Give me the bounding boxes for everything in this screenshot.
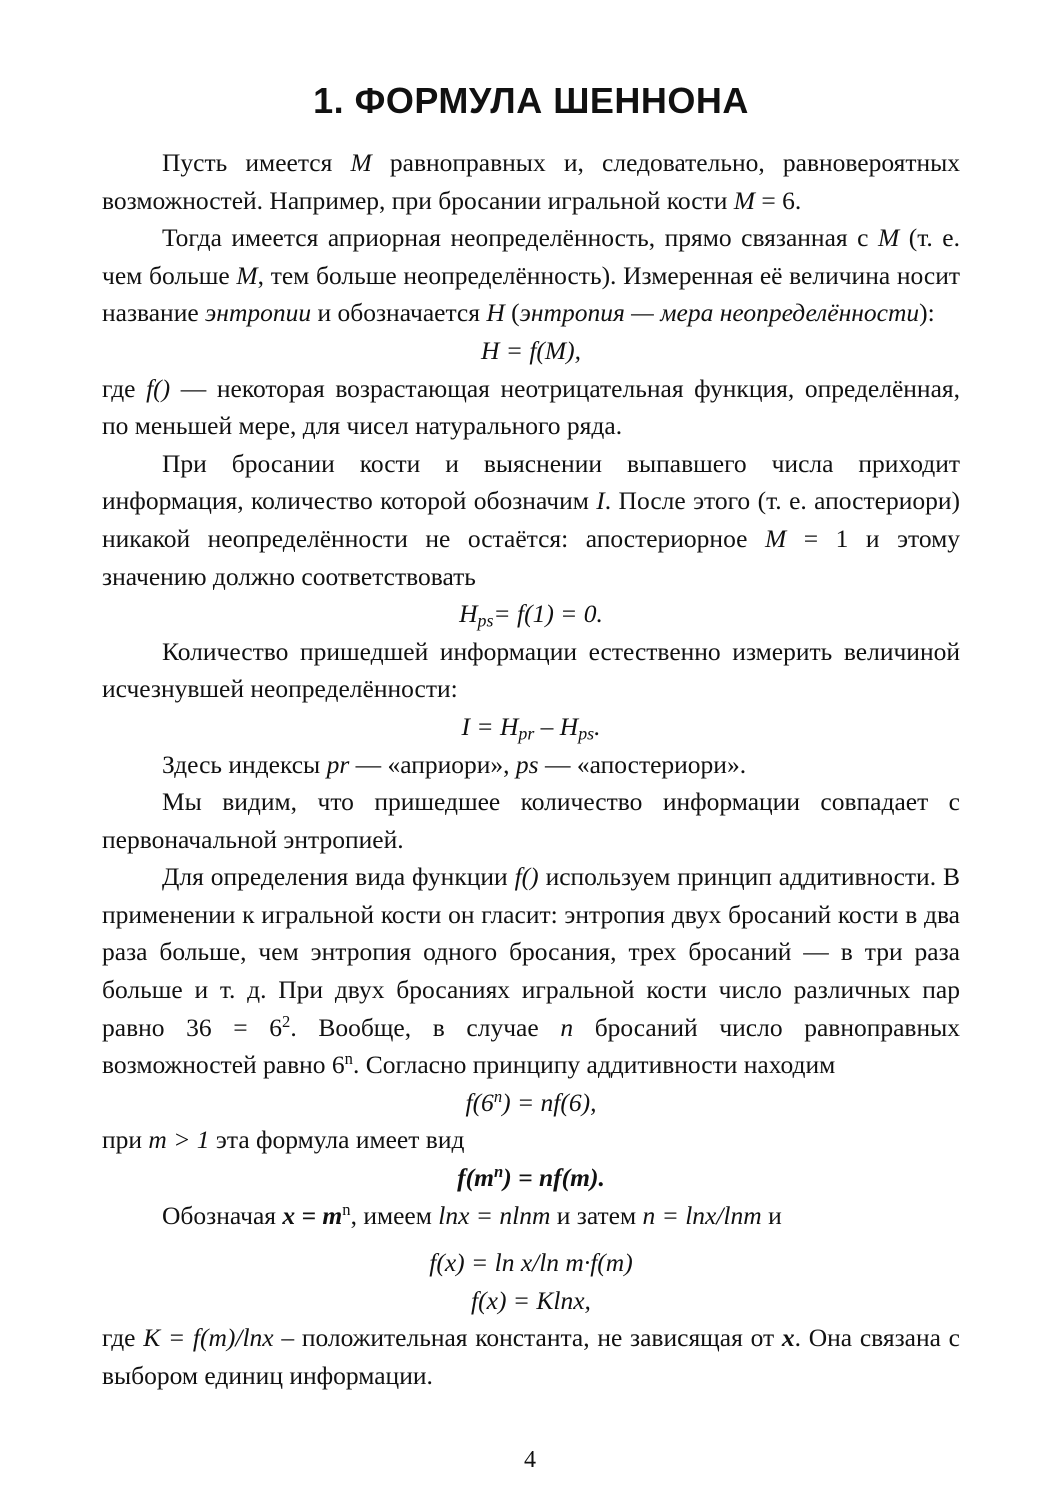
eq-text: – H bbox=[534, 711, 579, 741]
equation-1: H = f(M), bbox=[480, 335, 582, 365]
expr: n = lnx/lnm bbox=[642, 1200, 762, 1230]
paragraph-4 bbox=[102, 445, 960, 595]
text: ): bbox=[919, 298, 935, 328]
var-n: n bbox=[560, 1012, 574, 1042]
page-number: 4 bbox=[524, 1447, 536, 1473]
equation-5 bbox=[102, 1159, 960, 1197]
equation-4 bbox=[102, 1084, 960, 1122]
page-body bbox=[102, 78, 960, 1395]
text: где bbox=[102, 1323, 144, 1353]
superscript: n bbox=[342, 1199, 351, 1219]
term-definition: энтропия — мера неопределённости bbox=[519, 298, 920, 328]
paragraph-1 bbox=[102, 144, 960, 219]
text: Для определения вида функции bbox=[162, 862, 515, 892]
text: ( bbox=[504, 298, 520, 328]
text: (т. е. чем больше bbox=[102, 223, 960, 290]
superscript: n bbox=[344, 1049, 353, 1069]
text: . Согласно принципу аддитивности находим bbox=[352, 1050, 836, 1080]
subscript: ps bbox=[578, 723, 595, 744]
expr: x = m bbox=[282, 1200, 343, 1230]
text: При бросании кости и выяснении выпавшего числа приходит информация, количество которой обозначим bbox=[102, 448, 960, 516]
paragraph-7: Мы видим, что пришедшее количество информации совпадает с первоначальной энтропией. bbox=[102, 787, 960, 854]
eq-text: f(m bbox=[457, 1163, 494, 1193]
var-x: x bbox=[781, 1323, 795, 1353]
equation-2 bbox=[102, 595, 960, 633]
paragraph-3 bbox=[102, 370, 960, 445]
text: — «априори», bbox=[349, 749, 516, 779]
equation-6: f(x) = ln x/ln m·f(m) bbox=[429, 1248, 633, 1278]
var-H: H bbox=[486, 298, 505, 328]
index-ps: ps bbox=[515, 749, 539, 779]
text: где bbox=[102, 373, 147, 403]
text: и обозначается bbox=[311, 298, 487, 328]
paragraph-6 bbox=[102, 746, 960, 784]
text: и затем bbox=[550, 1200, 643, 1230]
text: . После этого (т. е. апостериори) никакой неопределённости не остаётся: апостериорное bbox=[102, 486, 960, 553]
func-f: f() bbox=[514, 862, 539, 892]
expr: K = f(m)/lnx bbox=[143, 1323, 274, 1353]
paragraph-11 bbox=[102, 1319, 960, 1394]
text: . Вообще, в случае bbox=[290, 1012, 561, 1042]
text: Обозначая bbox=[162, 1200, 283, 1230]
eq-text: H bbox=[459, 599, 478, 629]
paragraph-10 bbox=[102, 1197, 960, 1235]
text: и bbox=[761, 1200, 782, 1230]
text: при bbox=[102, 1125, 149, 1155]
eq-text: I = H bbox=[461, 711, 519, 741]
text: эта формула имеет вид bbox=[209, 1125, 465, 1155]
expr: lnx = nlnm bbox=[438, 1200, 551, 1230]
text: Здесь индексы bbox=[162, 749, 327, 779]
text: равноправных и, следовательно, равновероятных возможностей. Например, при бросании игральной кости bbox=[102, 148, 961, 215]
text: – положительная константа, не зависящая от bbox=[273, 1323, 782, 1353]
text: — «апостериори». bbox=[538, 749, 747, 779]
var-M: M bbox=[877, 223, 900, 253]
text: = 6. bbox=[754, 185, 802, 215]
subscript: pr bbox=[518, 723, 535, 744]
equation-7: f(x) = Klnx, bbox=[471, 1285, 591, 1315]
eq-text: ) = nf(m). bbox=[503, 1163, 605, 1193]
page-title: 1. ФОРМУЛА ШЕННОНА bbox=[313, 80, 749, 121]
term-entropy: энтропии bbox=[205, 298, 312, 328]
subscript: ps bbox=[477, 610, 494, 631]
text: бросаний число равноправных возможностей равно 6 bbox=[102, 1012, 960, 1080]
text: . Она связана с выбором единиц информации. bbox=[102, 1323, 960, 1390]
var-M: M bbox=[764, 523, 787, 553]
text: используем принцип аддитивности. В применении к игральной кости он гласит: энтропия двух бросаний кости в два раза больше, чем энтропия одного бросания, трех бросаний — в три раза больше и т. д. При двух бросаниях игральной кости число различных пар равно 36 = 6 bbox=[102, 862, 960, 1042]
text: , имеем bbox=[350, 1200, 439, 1230]
var-M: M bbox=[350, 148, 372, 177]
text: Тогда имеется априорная неопределённость, прямо связанная с bbox=[162, 223, 878, 253]
paragraph-2 bbox=[102, 219, 960, 332]
index-pr: pr bbox=[326, 749, 350, 779]
superscript: 2 bbox=[282, 1011, 291, 1031]
eq-text: ) = nf(6), bbox=[502, 1087, 597, 1117]
paragraph-9 bbox=[102, 1121, 960, 1159]
func-f: f() bbox=[146, 373, 171, 403]
superscript: n bbox=[493, 1086, 503, 1106]
text: = 1 и этому значению должно соответствовать bbox=[102, 523, 960, 591]
paragraph-8 bbox=[102, 858, 960, 1084]
var-M: M bbox=[733, 185, 755, 215]
text: — некоторая возрастающая неотрицательная функция, определённая, по меньшей мере, для чисел натурального ряда. bbox=[102, 373, 961, 441]
text: , тем больше неопределённость). Измеренная её величина носит название bbox=[102, 260, 960, 328]
eq-text: f(6 bbox=[465, 1087, 494, 1117]
eq-text: . bbox=[594, 711, 601, 741]
superscript: n bbox=[493, 1161, 504, 1181]
eq-text: = f(1) = 0. bbox=[493, 599, 603, 629]
paragraph-5: Количество пришедшей информации естественно измерить величиной исчезнувшей неопределённости: bbox=[102, 636, 960, 704]
condition: m > 1 bbox=[148, 1125, 210, 1155]
var-M: M bbox=[236, 260, 258, 290]
text: Пусть имеется bbox=[162, 148, 351, 177]
var-I: I bbox=[596, 486, 605, 516]
equation-3 bbox=[102, 708, 960, 746]
